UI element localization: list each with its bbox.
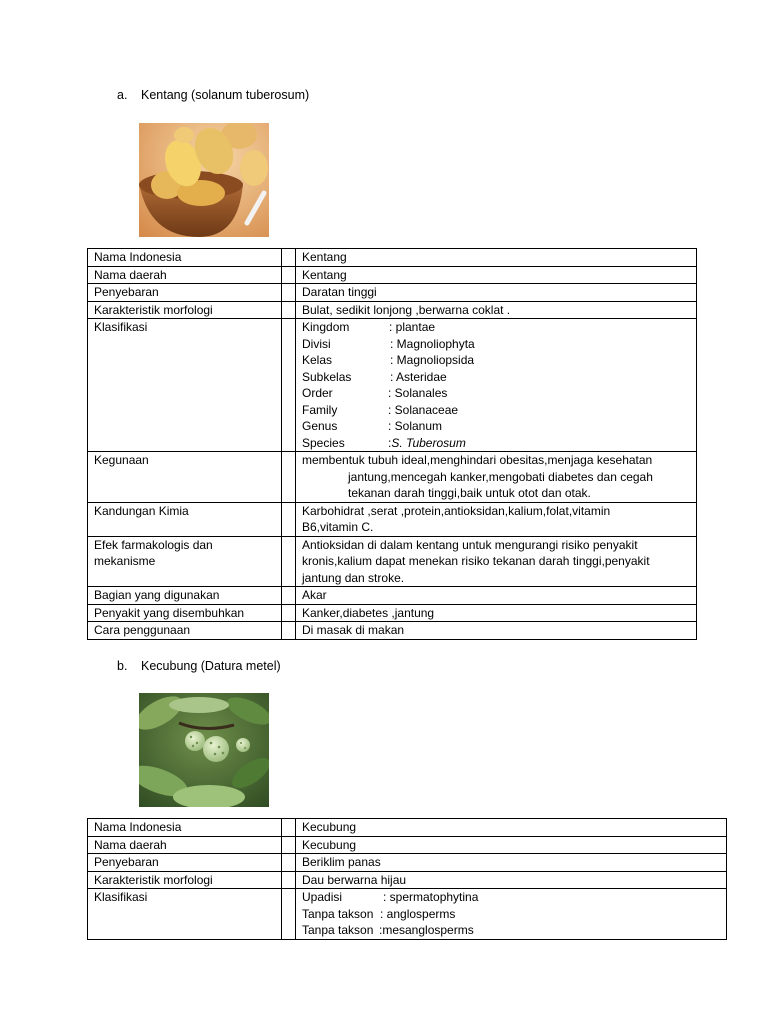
table-row: [88, 452, 697, 503]
classification-item: Kingdom : plantae: [302, 320, 436, 334]
row-value: Karbohidrat ,serat ,protein,antioksidan,kalium,folat,vitamin B6,vitamin C.: [296, 502, 697, 536]
table-row: [88, 854, 727, 872]
row-label: Nama Indonesia: [88, 819, 282, 837]
row-label: Karakteristik morfologi: [88, 301, 282, 319]
table-row: [88, 871, 727, 889]
table-row: [88, 604, 697, 622]
row-value: Kentang: [296, 266, 697, 284]
table-row: [88, 301, 697, 319]
datura-photo: [139, 693, 269, 807]
table-row: [88, 502, 697, 536]
row-label: Karakteristik morfologi: [88, 871, 282, 889]
table-row: [88, 836, 727, 854]
section-a-table: [87, 248, 697, 640]
classification-item: Kelas : Magnoliopsida: [302, 353, 475, 367]
row-label: Efek farmakologis dan mekanisme: [88, 536, 282, 587]
row-label: Penyakit yang disembuhkan: [88, 604, 282, 622]
section-a-marker: a.: [117, 88, 128, 102]
table-row: [88, 284, 697, 302]
row-label: Penyebaran: [88, 284, 282, 302]
row-label: Kandungan Kimia: [88, 502, 282, 536]
row-value: Akar: [296, 587, 697, 605]
section-b-title: Kecubung (Datura metel): [141, 659, 281, 673]
row-value: Antioksidan di dalam kentang untuk mengurangi risiko penyakit kronis,kalium dapat menekan risiko tekanan darah tinggi,penyakit jantung dan stroke.: [296, 536, 697, 587]
row-value: Kecubung: [296, 836, 727, 854]
table-row: [88, 536, 697, 587]
classification-list: [296, 319, 697, 452]
classification-item: Species : S. Tuberosum: [302, 435, 466, 450]
row-label: Klasifikasi: [88, 889, 282, 940]
classification-list: [296, 889, 727, 940]
table-row: [88, 319, 697, 452]
table-row: [88, 266, 697, 284]
classification-item: Order : Solanales: [302, 386, 448, 400]
row-label: Nama Indonesia: [88, 249, 282, 267]
row-label: Nama daerah: [88, 266, 282, 284]
row-label: Cara penggunaan: [88, 622, 282, 640]
row-label: Penyebaran: [88, 854, 282, 872]
classification-item: Upadisi : spermatophytina: [302, 890, 479, 904]
classification-item: Family : Solanaceae: [302, 402, 459, 417]
row-value: Bulat, sedikit lonjong ,berwarna coklat .: [296, 301, 697, 319]
table-row: [88, 819, 727, 837]
classification-item: Subkelas : Asteridae: [302, 369, 447, 384]
row-value: membentuk tubuh ideal,menghindari obesitas,menjaga kesehatan jantung,mencegah kanker,mengobati diabetes dan cegah tekanan darah tinggi,baik untuk otot dan otak.: [296, 452, 697, 503]
potato-photo: [139, 123, 269, 237]
row-value: Kanker,diabetes ,jantung: [296, 604, 697, 622]
row-label: Klasifikasi: [88, 319, 282, 452]
section-a-title: Kentang (solanum tuberosum): [141, 88, 310, 102]
classification-item: Tanpa takson : anglosperms: [302, 906, 456, 921]
section-b-table: [87, 818, 727, 940]
table-row: [88, 622, 697, 640]
classification-item: Genus : Solanum: [302, 419, 443, 433]
row-value: Beriklim panas: [296, 854, 727, 872]
row-label: Bagian yang digunakan: [88, 587, 282, 605]
row-value: Di masak di makan: [296, 622, 697, 640]
table-row: [88, 249, 697, 267]
table-row: [88, 587, 697, 605]
row-value: Dau berwarna hijau: [296, 871, 727, 889]
table-row: [88, 889, 727, 940]
row-value: Kecubung: [296, 819, 727, 837]
classification-item: Tanpa takson :mesanglosperms: [302, 923, 474, 937]
section-a-heading: [117, 88, 309, 102]
row-label: Nama daerah: [88, 836, 282, 854]
classification-item: Divisi : Magnoliophyta: [302, 336, 475, 351]
row-value: Kentang: [296, 249, 697, 267]
section-b-marker: b.: [117, 659, 128, 673]
row-value: Daratan tinggi: [296, 284, 697, 302]
row-label: Kegunaan: [88, 452, 282, 503]
section-b-heading: [117, 659, 281, 673]
